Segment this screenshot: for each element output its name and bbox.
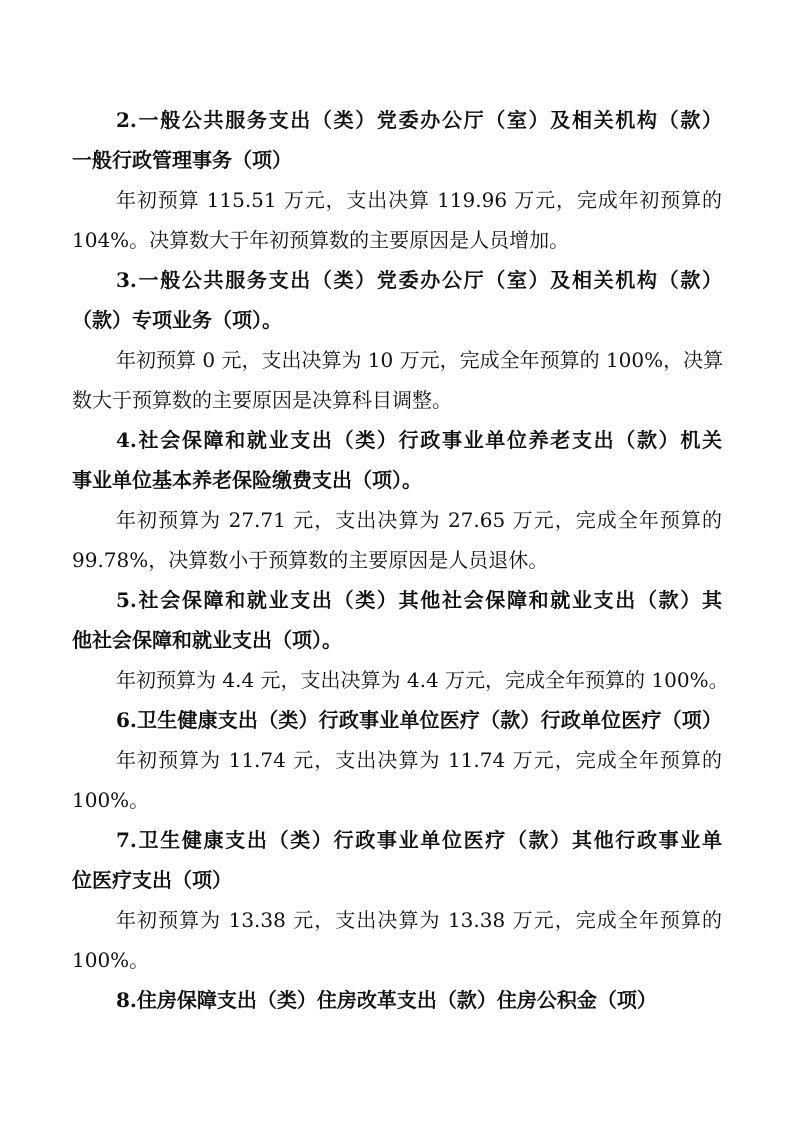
section-4-heading-line-2: 事业单位基本养老保险缴费支出（项）。 — [72, 468, 422, 492]
section-6-body-line-2: 100%。 — [72, 788, 150, 812]
section-7-heading-line-2: 位医疗支出（项） — [72, 868, 232, 892]
section-5-heading-line-2: 他社会保障和就业支出（项）。 — [72, 628, 342, 652]
section-4-body-line-2: 99.78%，决算数小于预算数的主要原因是人员退休。 — [72, 548, 549, 572]
section-4-heading-line-1: 4.社会保障和就业支出（类）行政事业单位养老支出（款）机关 — [116, 428, 722, 452]
section-4-body-line-1: 年初预算为 27.71 元，支出决算为 27.65 万元，完成全年预算的 — [116, 508, 722, 532]
section-7-body-line-1: 年初预算为 13.38 元，支出决算为 13.38 万元，完成全年预算的 — [116, 908, 722, 932]
section-5-heading-line-1: 5.社会保障和就业支出（类）其他社会保障和就业支出（款）其 — [116, 588, 722, 612]
section-2-body-line-1: 年初预算 115.51 万元，支出决算 119.96 万元，完成年初预算的 — [116, 188, 722, 212]
section-3-heading-line-1: 3.一般公共服务支出（类）党委办公厅（室）及相关机构（款） — [116, 268, 722, 292]
section-3-heading-line-2: （款）专项业务（项）。 — [72, 308, 282, 332]
section-7-heading-line-1: 7.卫生健康支出（类）行政事业单位医疗（款）其他行政事业单 — [116, 828, 722, 852]
section-3-body-line-2: 数大于预算数的主要原因是决算科目调整。 — [72, 388, 452, 412]
section-2-body-line-2: 104%。决算数大于年初预算数的主要原因是人员增加。 — [72, 228, 570, 252]
section-2-heading-line-1: 2.一般公共服务支出（类）党委办公厅（室）及相关机构（款） — [116, 108, 722, 132]
section-2-heading-line-2: 一般行政管理事务（项） — [72, 148, 292, 172]
section-8-heading-line-1: 8.住房保障支出（类）住房改革支出（款）住房公积金（项） — [116, 988, 657, 1012]
section-6-body-line-1: 年初预算为 11.74 元，支出决算为 11.74 万元，完成全年预算的 — [116, 748, 722, 772]
section-3-body-line-1: 年初预算 0 元，支出决算为 10 万元，完成全年预算的 100%，决算 — [116, 348, 724, 372]
section-6-heading-line-1: 6.卫生健康支出（类）行政事业单位医疗（款）行政单位医疗（项） — [116, 708, 722, 732]
section-7-body-line-2: 100%。 — [72, 948, 150, 972]
section-5-body-line-1: 年初预算为 4.4 元，支出决算为 4.4 万元，完成全年预算的 100%。 — [116, 668, 729, 692]
